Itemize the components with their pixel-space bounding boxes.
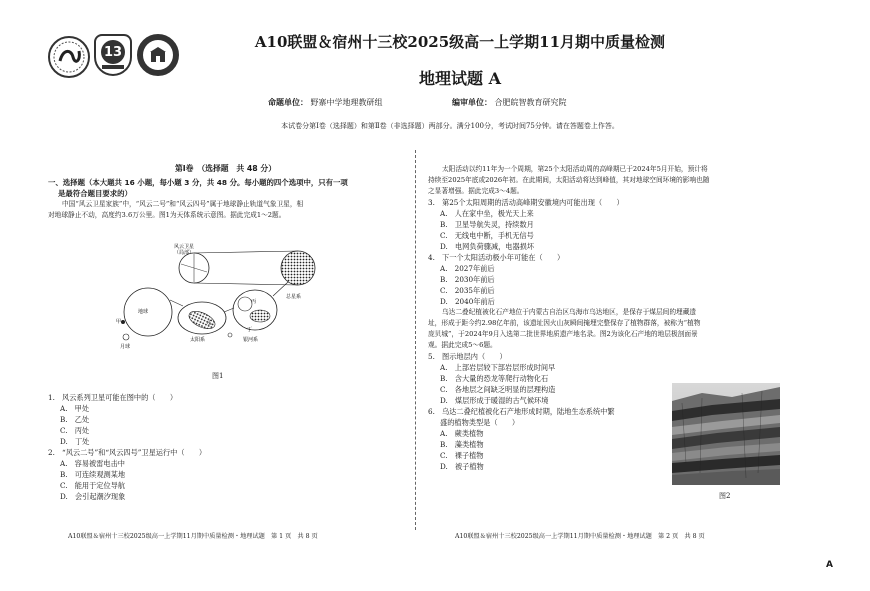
q3-option-b: B. 卫星导航失灵，持续数月 bbox=[440, 220, 534, 229]
building-icon bbox=[149, 46, 167, 64]
label-satellite: 风云卫星 bbox=[174, 244, 195, 250]
passage-1a: 中国“风云卫星家族”中，“风云二号”和“风云四号”属于地球静止轨道气象卫星，相 bbox=[62, 200, 304, 208]
school-logo-3 bbox=[137, 34, 179, 76]
label-jia: 甲 bbox=[116, 319, 122, 325]
passage-3b: 址，形成于距今约2.98亿年前，该遗址因火山灰瞬间掩埋完整保存了植物群落，被称为“植物 bbox=[428, 319, 701, 327]
q4-option-a: A. 2027年前后 bbox=[440, 264, 495, 273]
school-logo-1 bbox=[48, 36, 90, 78]
q1-option-b: B. 乙处 bbox=[60, 415, 90, 424]
figure-2-strata-photo bbox=[672, 383, 780, 485]
column-divider bbox=[415, 150, 416, 530]
left-column bbox=[48, 163, 403, 221]
left-questions bbox=[48, 392, 403, 502]
editor-label: 编审单位： bbox=[452, 97, 492, 107]
passage-2a: 太阳活动以约11年为一个周期，第25个太阳活动周的高峰期已于2024年5月开始，预计将 bbox=[442, 165, 708, 173]
passage-2b: 持续至2025年底或2026年初。在此期间，太阳活动将达到峰值，其对地球空间环境的影响也随 bbox=[428, 176, 710, 184]
proposer-line bbox=[268, 97, 383, 108]
label-satellite-2: （局部） bbox=[174, 250, 195, 256]
logo-badge-number: 13 bbox=[101, 40, 125, 64]
galaxy-circle bbox=[281, 251, 315, 285]
q5-option-d: D. 煤层形成于暖湿的古气候环境 bbox=[440, 396, 549, 405]
section-heading-1a: 一、选择题（本大题共 16 小题，每小题 3 分，共 48 分。每小题的四个选项中，只有一项 bbox=[48, 178, 348, 187]
proposer-label: 命题单位： bbox=[268, 97, 308, 107]
q4-option-b: B. 2030年前后 bbox=[440, 275, 495, 284]
q3-option-c: C. 无线电中断，手机无信号 bbox=[440, 231, 534, 240]
swirl-logo-icon bbox=[51, 39, 87, 75]
section-heading-1b: 是最符合题目要求的） bbox=[58, 189, 132, 198]
label-sun: 太阳系 bbox=[190, 337, 206, 343]
q3-option-a: A. 人在家中坐，极光天上来 bbox=[440, 209, 534, 218]
passage-1b: 对地球静止不动，高度约3.6万公里。图1为天体系统示意图。据此完成1～2题。 bbox=[48, 211, 286, 219]
q2-option-a: A. 容易被雷电击中 bbox=[60, 459, 125, 468]
figure-1-caption: 图1 bbox=[212, 372, 224, 380]
school-logo-2 bbox=[94, 34, 132, 76]
label-milky-way: 银河系 bbox=[243, 337, 259, 343]
figure-2-caption: 图2 bbox=[719, 492, 731, 500]
label-yi: 乙 bbox=[207, 320, 213, 326]
question-1: 1. 风云系列卫星可能在图中的（ ） bbox=[48, 393, 178, 402]
left-footer: A10联盟＆宿州十三校2025级高一上学期11月期中质量检测・地理试题 第 1 页 共 8 页 bbox=[68, 533, 318, 540]
q5-option-c: C. 各地层之间缺乏明显的层理构造 bbox=[440, 385, 556, 394]
question-3: 3. 第25个太阳周期的活动高峰期安徽境内可能出现（ ） bbox=[428, 198, 624, 207]
q3-option-d: D. 电网负荷骤减，电器损坏 bbox=[440, 242, 535, 251]
label-moon: 月球 bbox=[120, 344, 131, 350]
passage-3d: 观。据此完成5～6题。 bbox=[428, 341, 497, 349]
q4-option-d: D. 2040年前后 bbox=[440, 297, 495, 306]
q1-option-d: D. 丁处 bbox=[60, 437, 90, 446]
editor-value: 合肥皖智教育研究院 bbox=[494, 98, 567, 107]
milky-way-ellipse bbox=[233, 290, 277, 330]
q5-option-b: B. 含大量的恐龙等爬行动物化石 bbox=[440, 374, 549, 383]
q6-option-b: B. 藻类植物 bbox=[440, 440, 484, 449]
version-mark: A bbox=[826, 560, 833, 570]
question-6b: 盛的植物类型是（ ） bbox=[440, 418, 520, 427]
exam-title: A10联盟＆宿州十三校2025级高一上学期11月期中质量检测 bbox=[254, 33, 666, 51]
label-ding: 丁 bbox=[247, 327, 253, 333]
exam-subject: 地理试题 A bbox=[419, 69, 501, 88]
label-earth: 地球 bbox=[138, 309, 149, 315]
label-galaxy: 总星系 bbox=[286, 294, 302, 300]
q6-option-c: C. 裸子植物 bbox=[440, 451, 484, 460]
q6-option-d: D. 被子植物 bbox=[440, 462, 484, 471]
q4-option-c: C. 2035年前后 bbox=[440, 286, 495, 295]
q2-option-b: B. 可连续观测某地 bbox=[60, 470, 126, 479]
right-footer: A10联盟＆宿州十三校2025级高一上学期11月期中质量检测・地理试题 第 2 页 共 8 页 bbox=[455, 533, 705, 540]
figure-1-diagram bbox=[110, 240, 340, 355]
question-6a: 6. 乌达二叠纪植被化石产地形成时期，陆地生态系统中繁 bbox=[428, 407, 615, 416]
q2-option-c: C. 能用于定位导航 bbox=[60, 481, 126, 490]
q6-option-a: A. 蕨类植物 bbox=[440, 429, 484, 438]
q5-option-a: A. 上部岩层较下部岩层形成时间早 bbox=[440, 363, 556, 372]
question-2: 2. “风云二号”和“风云四号”卫星运行中（ ） bbox=[48, 448, 207, 457]
q1-option-c: C. 丙处 bbox=[60, 426, 90, 435]
q2-option-d: D. 会引起潮汐现象 bbox=[60, 492, 126, 501]
passage-3c: 庞贝城”，于2024年9月入选第二批世界地质遗产地名录。图2为该化石产地的地层极剖面景 bbox=[428, 330, 698, 338]
exam-intro: 本试卷分第Ⅰ卷（选择题）和第Ⅱ卷（非选择题）两部分。满分100分，考试时间75分钟。请在答题卷上作答。 bbox=[281, 122, 619, 130]
part-title: 第Ⅰ卷 （选择题 共 48 分） bbox=[174, 164, 277, 173]
passage-2c: 之显著增强。据此完成3～4题。 bbox=[428, 187, 524, 195]
question-4: 4. 下一个太阳活动极小年可能在（ ） bbox=[428, 253, 565, 262]
passage-3a: 乌达二叠纪植被化石产地位于内蒙古自治区乌海市乌达地区，是保存于煤层间的埋藏遗 bbox=[442, 308, 697, 316]
question-5: 5. 图示地层内（ ） bbox=[428, 352, 507, 361]
proposer-value: 野寨中学地理教研组 bbox=[310, 98, 383, 107]
q1-option-a: A. 甲处 bbox=[60, 404, 90, 413]
label-bing: 丙 bbox=[251, 299, 257, 305]
editor-line bbox=[452, 97, 567, 108]
